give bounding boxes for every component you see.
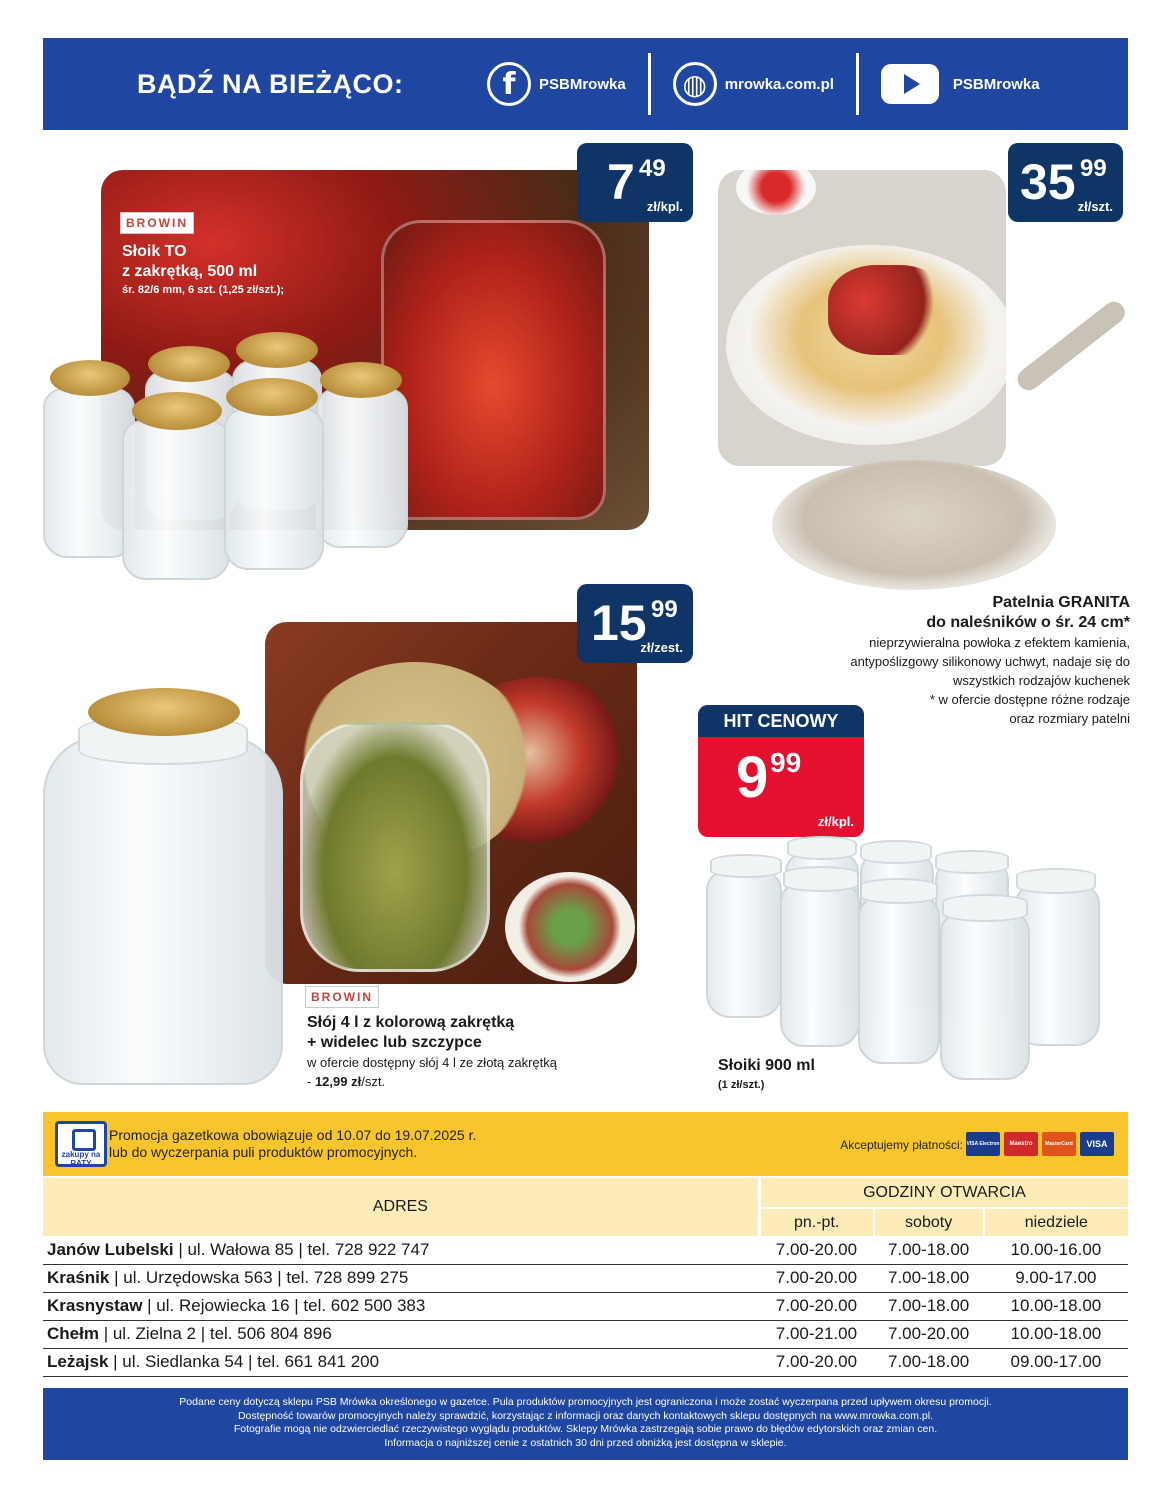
globe-icon: ◍ — [673, 62, 717, 106]
legal-footer: Podane ceny dotyczą sklepu PSB Mrówka określonego w gazetce. Pula produktów promocyjnych jest ograniczona i może zostać wyczerpana przed upływem okresu promocji. Dostępność towarów promocyjnych należy sprawdzić, korzystając z informacji oraz danych kontaktowych sklepu dostępnych na www.mrowka.com.pl. Fotografie mogą nie odzwierciedlać rzeczywistego wyglądu produktów. Sklepy Mrówka zastrzegają sobie prawo do błędów edytorskich oraz zmian cen. Informacja o najniższej cenie z ostatnich 30 dni przed obniżką jest dostępna w sklepie. — [43, 1388, 1128, 1460]
youtube-link[interactable] — [881, 64, 1040, 104]
price-tag-jars-500: 7 49 zł/kpl. — [577, 143, 693, 222]
banner-divider — [856, 53, 859, 115]
banner-divider — [648, 53, 651, 115]
crepes-photo — [718, 170, 1006, 466]
mastercard-icon: MasterCard — [1042, 1132, 1076, 1156]
store-hours-table — [43, 1178, 1128, 1377]
strawberries-image — [828, 265, 948, 355]
banner-label: BĄDŹ NA BIEŻĄCO: — [137, 68, 404, 99]
youtube-icon — [881, 64, 939, 104]
website-link[interactable] — [673, 62, 834, 106]
social-banner — [43, 38, 1128, 130]
sunday-header: niedziele — [984, 1208, 1128, 1236]
pan-text: Patelnia GRANITA do naleśników o śr. 24 cm* nieprzywieralna powłoka z efektem kamienia, antypoślizgowy silikonowy uchwyt, nadaje się do wszystkich rodzajów kuchenek * w ofercie dostępne różne rodzaje oraz rozmiary patelni — [850, 594, 1130, 726]
pickles-table-photo — [265, 622, 637, 984]
product-title: + widelec lub szczypce — [307, 1034, 482, 1051]
product-title: Słoiki 900 ml — [718, 1057, 815, 1074]
promo-strip — [43, 1112, 1128, 1176]
facebook-link[interactable] — [487, 62, 626, 106]
store-city: Janów Lubelski — [47, 1239, 174, 1259]
table-row: Kraśnik | ul. Urzędowska 563 | tel. 728 899 275 7.00-20.00 7.00-18.00 9.00-17.00 — [43, 1264, 1128, 1292]
pepper-jar-image — [381, 220, 606, 520]
maestro-icon: Maestro — [1004, 1132, 1038, 1156]
strawberry-bowl-image — [736, 170, 816, 215]
pickle-jar-image — [300, 722, 490, 972]
facebook-icon: f — [487, 62, 531, 106]
store-address: | ul. Wałowa 85 | tel. 728 922 747 — [173, 1239, 430, 1259]
table-row: Krasnystaw | ul. Rejowiecka 16 | tel. 602 500 383 7.00-20.00 7.00-18.00 10.00-18.00 — [43, 1292, 1128, 1320]
visa-electron-icon: VISA Electron — [966, 1132, 1000, 1156]
payments-label: Akceptujemy płatności: — [840, 1138, 963, 1152]
price-tag-pan: 35 99 zł/szt. — [1008, 143, 1123, 222]
hit-cenowy-label: HIT CENOWY — [698, 705, 864, 737]
price-tag-jars-900: HIT CENOWY 9 99 zł/kpl. — [698, 705, 864, 837]
store-address: | ul. Zielna 2 | tel. 506 804 896 — [98, 1324, 332, 1343]
visa-icon: VISA — [1080, 1132, 1114, 1156]
payment-cards — [966, 1132, 1114, 1156]
store-address: | ul. Urzędowska 563 | tel. 728 899 275 — [109, 1268, 409, 1287]
weekdays-header: pn.-pt. — [759, 1208, 873, 1236]
salad-bowl-image — [505, 872, 635, 982]
jar-4l-text: Słój 4 l z kolorową zakrętką + widelec lub szczypce w ofercie dostępny słój 4 l ze złotą zakrętką - 12,99 zł/szt. — [307, 1014, 558, 1089]
product-title: do naleśników o śr. 24 cm* — [926, 614, 1130, 631]
raty-logo: zakupy na RATY — [55, 1121, 107, 1167]
alt-price: 12,99 zł — [314, 1074, 362, 1089]
facebook-text: PSBMrowka — [539, 75, 626, 93]
product-title: Słój 4 l z kolorową zakrętką — [307, 1014, 515, 1031]
store-address: | ul. Rejowiecka 16 | tel. 602 500 383 — [142, 1296, 426, 1315]
product-title: Patelnia GRANITA — [992, 594, 1130, 611]
store-city: Leżajsk — [47, 1352, 109, 1371]
price-tag-jar-4l: 15 99 zł/zest. — [577, 584, 693, 663]
product-title: Słoik TO z zakrętką, 500 ml śr. 82/6 mm, 6 szt. (1,25 zł/szt.); — [122, 243, 285, 296]
table-row: Janów Lubelski | ul. Wałowa 85 | tel. 728 922 747 7.00-20.00 7.00-18.00 10.00-16.00 — [43, 1236, 1128, 1264]
table-row: Leżajsk | ul. Siedlanka 54 | tel. 661 841 200 7.00-20.00 7.00-18.00 09.00-17.00 — [43, 1348, 1128, 1376]
youtube-text: PSBMrowka — [952, 75, 1040, 93]
website-text: mrowka.com.pl — [724, 75, 834, 93]
store-address: | ul. Siedlanka 54 | tel. 661 841 200 — [108, 1352, 380, 1371]
promo-text: Promocja gazetkowa obowiązuje od 10.07 do 19.07.2025 r. lub do wyczerpania puli produktów promocyjnych. — [109, 1127, 477, 1160]
address-header: ADRES — [43, 1178, 759, 1236]
product-desc: (1 zł/szt.) — [718, 1079, 765, 1091]
jars-900-text — [718, 1056, 815, 1095]
product-desc: śr. 82/6 mm, 6 szt. (1,25 zł/szt.); — [122, 284, 285, 296]
store-city: Chełm — [47, 1324, 99, 1343]
browin-logo: BROWIN — [120, 212, 194, 234]
store-city: Kraśnik — [47, 1268, 110, 1287]
hours-header: GODZINY OTWARCIA — [759, 1178, 1128, 1208]
browin-logo: BROWIN — [305, 986, 379, 1008]
saturday-header: soboty — [874, 1208, 984, 1236]
table-row: Chełm | ul. Zielna 2 | tel. 506 804 896 7.00-21.00 7.00-20.00 10.00-18.00 — [43, 1320, 1128, 1348]
store-city: Krasnystaw — [47, 1296, 143, 1315]
